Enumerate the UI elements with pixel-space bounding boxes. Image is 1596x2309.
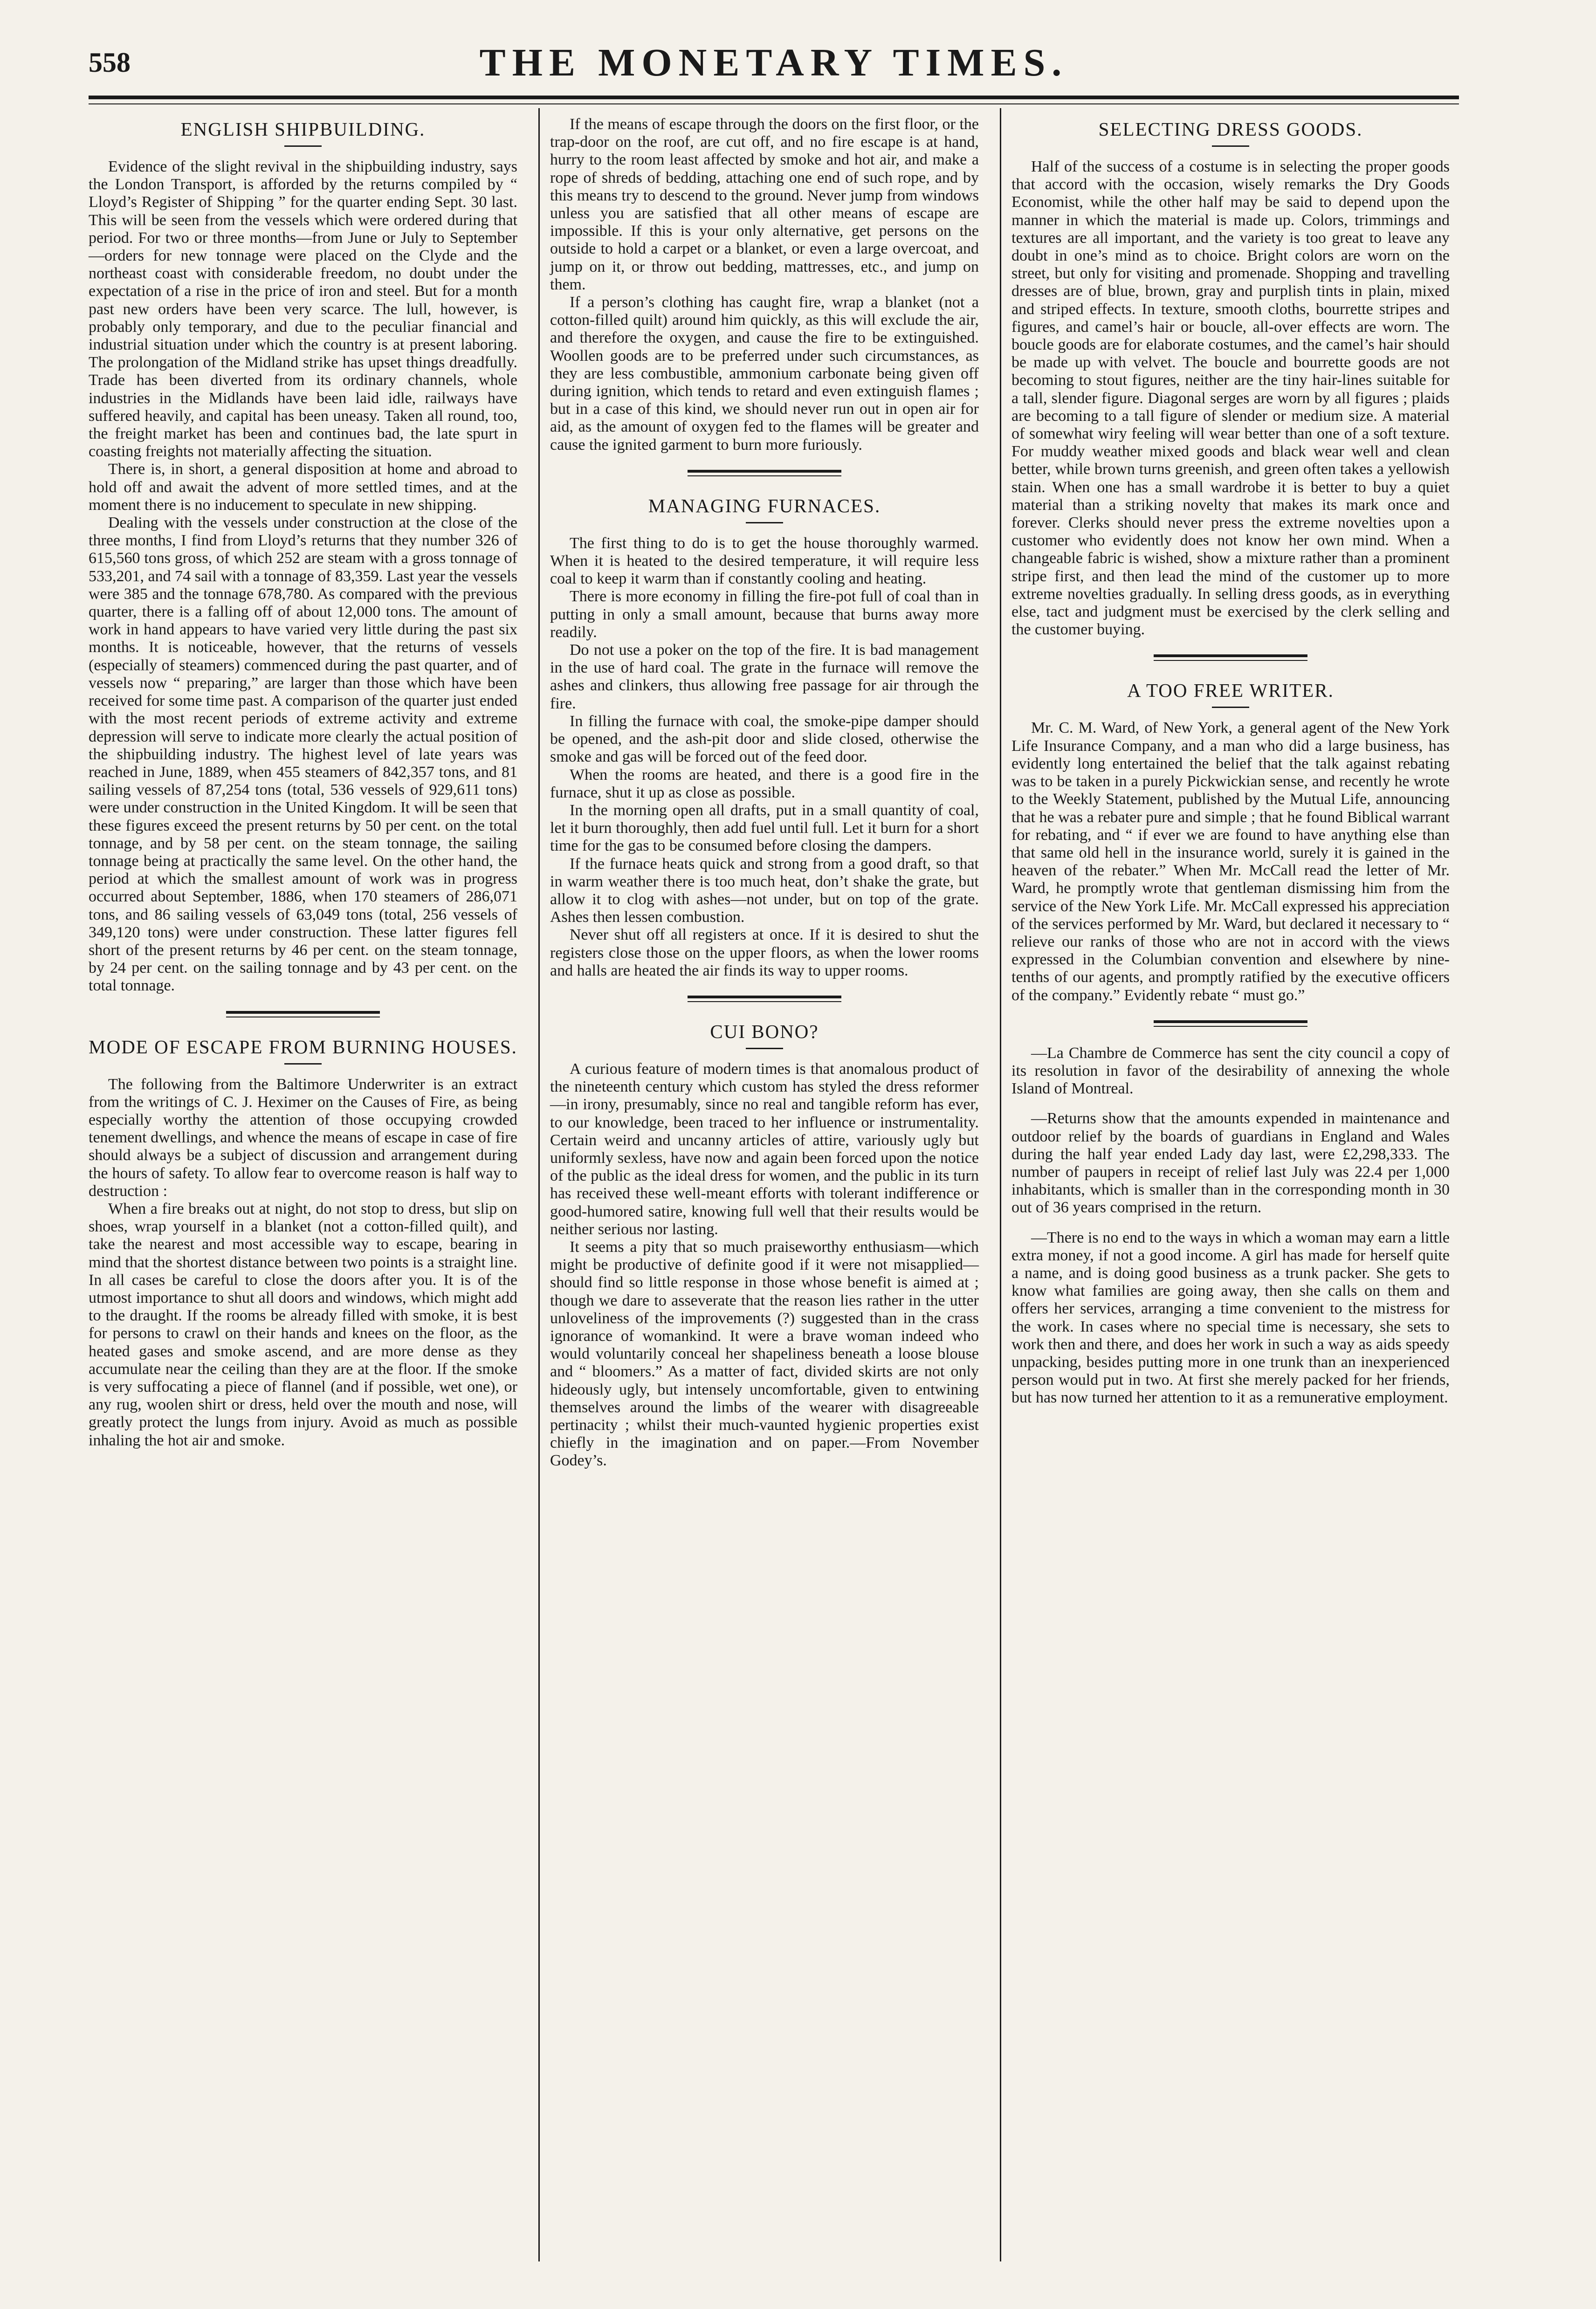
news-note: —La Chambre de Commerce has sent the city council a copy of its resolution in favor of the desirability of annexing the whole Island of Montreal.	[1011, 1044, 1450, 1098]
column-3	[1011, 116, 1450, 1407]
paragraph: Mr. C. M. Ward, of New York, a general agent of the New York Life Insurance Company, and a man who did a large business, has evidently long entertained the belief that the talk against rebating was to be taken in a purely Pickwickian sense, and recently he wrote to the Weekly Statement, published by the Mutual Life, announcing that he was a rebater pure and simple ; that he found Biblical warrant for rebating, and “ if ever we are found to have anything else than that same old hell in the insurance world, surely it is gained in the heaven of the rebater.” When Mr. McCall read the letter of Mr. Ward, he promptly wrote that gentleman dismissing him from the service of the New York Life. Mr. McCall expressed his appreciation of the services performed by Mr. Ward, but declared it necessary to “ relieve our ranks of those who are not in accord with the views expressed in the Columbian convention and elsewhere by nine-tenths of our agents, and promptly ratified by the executive officers of the company.” Evidently rebate “ must go.”	[1011, 719, 1450, 1004]
article-mode-of-escape	[89, 1035, 517, 1450]
article-separator	[226, 1011, 380, 1017]
paragraph: Do not use a poker on the top of the fire. It is bad management in the use of hard coal. The grate in the furnace will remove the ashes and clinkers, thus allowing free passage for air through the fire.	[550, 641, 979, 712]
article-heading: CUI BONO?	[710, 1020, 819, 1042]
paragraph: If the means of escape through the doors on the first floor, or the trap-door on the roof, are cut off, and no fire escape is at hand, hurry to the room least affected by smoke and hot air, and make a rope of shreds of bedding, attaching one end of such rope, and by this means try to descend to the ground. Never jump from windows unless you are satisfied that all other means of escape are impossible. If this is your only alternative, get persons on the outside to hold a carpet or a blanket, or even a large overcoat, and jump on it, or throw out bedding, mattresses, etc., and jump on them.	[550, 116, 979, 293]
article-selecting-dress-goods	[1011, 117, 1450, 639]
paragraph: Half of the success of a costume is in selecting the proper goods that accord with the occasion, wisely remarks the Dry Goods Economist, while the other half may be said to depend upon the manner in which the material is made up. Colors, trimmings and textures are all important, and the variety is too great to leave any doubt in one’s mind as to choice. Bright colors are worn on the street, but only for visiting and promenade. Shopping and travelling dresses are of blue, brown, gray and purplish tints in plain, mixed and striped effects. In texture, smooth cloths, bourrette stripes and figures, and camel’s hair or boucle, all-over effects are worn. The boucle goods are for elaborate costumes, and the camel’s hair should be made up with velvet. The boucle and bourrette goods are not becoming to stout figures, neither are the tiny hair-lines suitable for a tall, slender figure. Diagonal serges are worn by all figures ; plaids are becoming to a tall figure of slender or medium size. A material of somewhat wiry feeling will wear better than one of a soft texture. For muddy weather mixed goods and black wear well and clean better, while brown turns greenish, and green often takes a yellowish stain. When one has a small wardrobe it is better to buy a quiet material than a striking novelty that makes its mark once and forever. Clerks should never press the extreme novelties upon a customer who evidently does not know her own mind. When a changeable fabric is wished, show a mixture rather than a prominent stripe first, and then lead the mind of the customer up to more extreme novelties gradually. In selling dress goods, as in everything else, tact and judgment must be exercised by the clerk selling and the customer buying.	[1011, 158, 1450, 639]
masthead-rule	[89, 96, 1459, 99]
paragraph: When a fire breaks out at night, do not stop to dress, but slip on shoes, wrap yourself in a blanket (not a cotton-filled quilt), and take the nearest and most accessible way to escape, bearing in mind that the shortest distance between two points is a straight line. In all cases be careful to close the doors after you. It is of the utmost importance to shut all doors and windows, which might add to the draught. If the rooms be already filled with smoke, it is best for persons to crawl on their hands and knees on the floor, as the heated gases and smoke ascend, and are more dense as they accumulate near the ceiling than they are at the floor. If the smoke is very suffocating a piece of flannel (and if possible, wet one), or any rug, woolen shirt or dress, held over the mouth and nose, will greatly protect the lungs from injury. Avoid as much as possible inhaling the hot air and smoke.	[89, 1200, 517, 1449]
paragraph: Dealing with the vessels under construction at the close of the three months, I find from Lloyd’s returns that they number 326 of 615,560 tons gross, of which 252 are steam with a gross tonnage of 533,201, and 74 sail with a tonnage of 83,359. Last year the vessels were 385 and the tonnage 678,780. As compared with the previous quarter, there is a falling off of about 12,000 tons. The amount of work in hand appears to have varied very little during the past six months. It is noticeable, however, that the returns of vessels (especially of steamers) commenced during the past quarter, and of vessels now “ preparing,” are larger than those which have been received for some time past. A comparison of the quarter just ended with the most recent periods of extreme activity and extreme depression will serve to indicate more clearly the actual position of the shipbuilding industry. The highest level of late years was reached in June, 1889, when 455 steamers of 842,357 tons, and 81 sailing vessels of 87,254 tons (total, 536 vessels of 929,611 tons) were under construction in the United Kingdom. It will be seen that these figures exceed the present returns by 50 per cent. on the total tonnage, and by 58 per cent. on the steam tonnage, the sailing tonnage being at practically the same level. On the other hand, the period at which the smallest amount of work was in progress occurred about September, 1886, when 170 steamers of 286,071 tons, and 86 sailing vessels of 63,049 tons (total, 256 vessels of 349,120 tons) were under construction. These latter figures fell short of the present returns by 46 per cent. on the steam tonnage, by 24 per cent. on the sailing tonnage and by 43 per cent. on the total tonnage.	[89, 514, 517, 995]
paragraph: When the rooms are heated, and there is a good fire in the furnace, shut it up as close as possible.	[550, 766, 979, 801]
paragraph: There is more economy in filling the fire-pot full of coal than in putting in only a small amount, because that burns away more readily.	[550, 588, 979, 641]
article-english-shipbuilding	[89, 117, 517, 995]
news-notes	[1011, 1045, 1450, 1407]
article-heading: SELECTING DRESS GOODS.	[1098, 118, 1363, 140]
paragraph: It seems a pity that so much praiseworthy enthusiasm—which might be productive of definite good if it were not misapplied—should find so little response in those whose benefit is aimed at ; though we dare to asseverate that the reason lies rather in the utter unloveliness of the improvements (?) suggested than in the crass ignorance of womankind. It were a brave woman indeed who would voluntarily conceal her shapeliness beneath a loose blouse and “ bloomers.” As a matter of fact, divided skirts are not only hideously ugly, but intensely uncomfortable, given to entwining themselves around the limbs of the wearer with disagreeable pertinacity ; whilst their much-vaunted hygienic properties exist chiefly in the imagination and on paper.—From November Godey’s.	[550, 1238, 979, 1470]
heading-divider	[1212, 145, 1249, 147]
column-rule	[1000, 108, 1001, 2261]
paragraph: Never shut off all registers at once. If it is desired to shut the registers close those on the upper floors, as when the lower rooms and halls are heated the air finds its way to upper rooms.	[550, 926, 979, 979]
paragraph: There is, in short, a general disposition at home and abroad to hold off and await the advent of more settled times, and at the moment there is no inducement to speculate in new shipping.	[89, 460, 517, 514]
article-cui-bono	[550, 1020, 979, 1470]
news-note: —Returns show that the amounts expended in maintenance and outdoor relief by the boards of guardians in England and Wales during the half year ended Lady day last, were £2,298,333. The number of paupers in receipt of relief last July was 22.4 per 1,000 inhabitants, which is smaller than in the corresponding month in 30 out of 36 years comprised in the return.	[1011, 1110, 1450, 1216]
heading-divider	[284, 1063, 322, 1065]
paper-title: THE MONETARY TIMES.	[479, 41, 1068, 84]
paragraph: In the morning open all drafts, put in a small quantity of coal, let it burn thoroughly, then add fuel until full. Let it burn for a short time for the gas to be consumed before closing the dampers.	[550, 801, 979, 855]
article-mode-of-escape-continued	[550, 116, 979, 454]
heading-divider	[746, 1048, 783, 1049]
article-heading: ENGLISH SHIPBUILDING.	[180, 118, 426, 140]
article-too-free-writer	[1011, 679, 1450, 1004]
paragraph: A curious feature of modern times is that anomalous product of the nineteenth century which custom has styled the dress reformer—in irony, presumably, since no real and tangible reform has ever, to our knowledge, been traced to her influence or instrumentality. Certain weird and uncanny articles of attire, variously ugly but uniformly sexless, have now and again been forced upon the notice of the public as the ideal dress for women, and the public in its turn has received these well-meant efforts with tolerant indifference or good-humored satire, knowing full well that their results would be neither serious nor lasting.	[550, 1060, 979, 1238]
column-rule	[538, 108, 540, 2261]
paragraph: In filling the furnace with coal, the smoke-pipe damper should be opened, and the ash-pit door and slide closed, otherwise the smoke and gas will be forced out of the feed door.	[550, 712, 979, 766]
heading-divider	[284, 145, 322, 147]
article-separator	[688, 996, 841, 1002]
masthead-rule-thin	[89, 103, 1459, 104]
article-heading: MODE OF ESCAPE FROM BURNING HOUSES.	[89, 1036, 517, 1058]
paragraph: If the furnace heats quick and strong from a good draft, so that in warm weather there is too much heat, don’t shake the grate, but allow it to clog with ashes—not under, but on top of the grate. Ashes then lessen combustion.	[550, 855, 979, 926]
column-1	[89, 116, 517, 1450]
article-managing-furnaces	[550, 494, 979, 980]
article-heading: MANAGING FURNACES.	[648, 495, 881, 516]
paragraph: Evidence of the slight revival in the shipbuilding industry, says the London Transport, is afforded by the returns compiled by “ Lloyd’s Register of Shipping ” for the quarter ending Sept. 30 last. This will be seen from the vessels which were ordered during that period. For two or three months—from June or July to September—orders for new tonnage were placed on the Clyde and the northeast coast with considerable freedom, no doubt under the expectation of a rise in the price of iron and steel. But for a month past new orders have been very scarce. The lull, however, is probably only temporary, and due to the peculiar financial and industrial situation under which the country is at present laboring. The prolongation of the Midland strike has upset things dreadfully. Trade has been diverted from its ordinary channels, whole industries in the Midlands have been laid idle, railways have suffered heavily, and capital has been uneasy. Taken all round, too, the freight market has been and continues bad, the late spurt in coasting freights not materially affecting the situation.	[89, 158, 517, 460]
paragraph: The following from the Baltimore Underwriter is an extract from the writings of C. J. Heximer on the Causes of Fire, as being especially worthy the attention of those occupying crowded tenement dwellings, and whence the means of escape in case of fire should always be a subject of discussion and arrangement during the hours of safety. To allow fear to overcome reason is half way to destruction :	[89, 1075, 517, 1200]
news-note: —There is no end to the ways in which a woman may earn a little extra money, if not a good income. A girl has made for herself quite a name, and is doing good business as a trunk packer. She gets to know what families are going away, then she calls on them and offers her services, arranging a time convenient to the mistress for the work. In cases where no special time is necessary, she sets to work then and there, and does her work in such a way as aids speedy unpacking, besides putting more in one trunk than an inexperienced person would put in two. At first she merely packed for her friends, but has now turned her attention to it as a remunerative employment.	[1011, 1229, 1450, 1407]
masthead	[89, 36, 1459, 92]
article-separator	[688, 470, 841, 476]
article-separator	[1154, 654, 1307, 661]
heading-divider	[746, 522, 783, 523]
article-heading: A TOO FREE WRITER.	[1127, 680, 1334, 701]
page-number: 558	[89, 47, 131, 78]
column-2	[550, 116, 979, 1470]
heading-divider	[1212, 707, 1249, 708]
paragraph: If a person’s clothing has caught fire, wrap a blanket (not a cotton-filled quilt) around him quickly, as this will exclude the air, and therefore the oxygen, and cause the fire to be extinguished. Woollen goods are to be preferred under such circumstances, as they are less combustible, ammonium carbonate being given off during ignition, which tends to retard and even extinguish flames ; but in a case of this kind, we should never run out in open air for aid, as the amount of oxygen fed to the flames will be greater and cause the ignited garment to burn more furiously.	[550, 294, 979, 454]
paragraph: The first thing to do is to get the house thoroughly warmed. When it is heated to the desired temperature, it will require less coal to keep it warm than if constantly cooling and heating.	[550, 534, 979, 588]
article-separator	[1154, 1020, 1307, 1027]
